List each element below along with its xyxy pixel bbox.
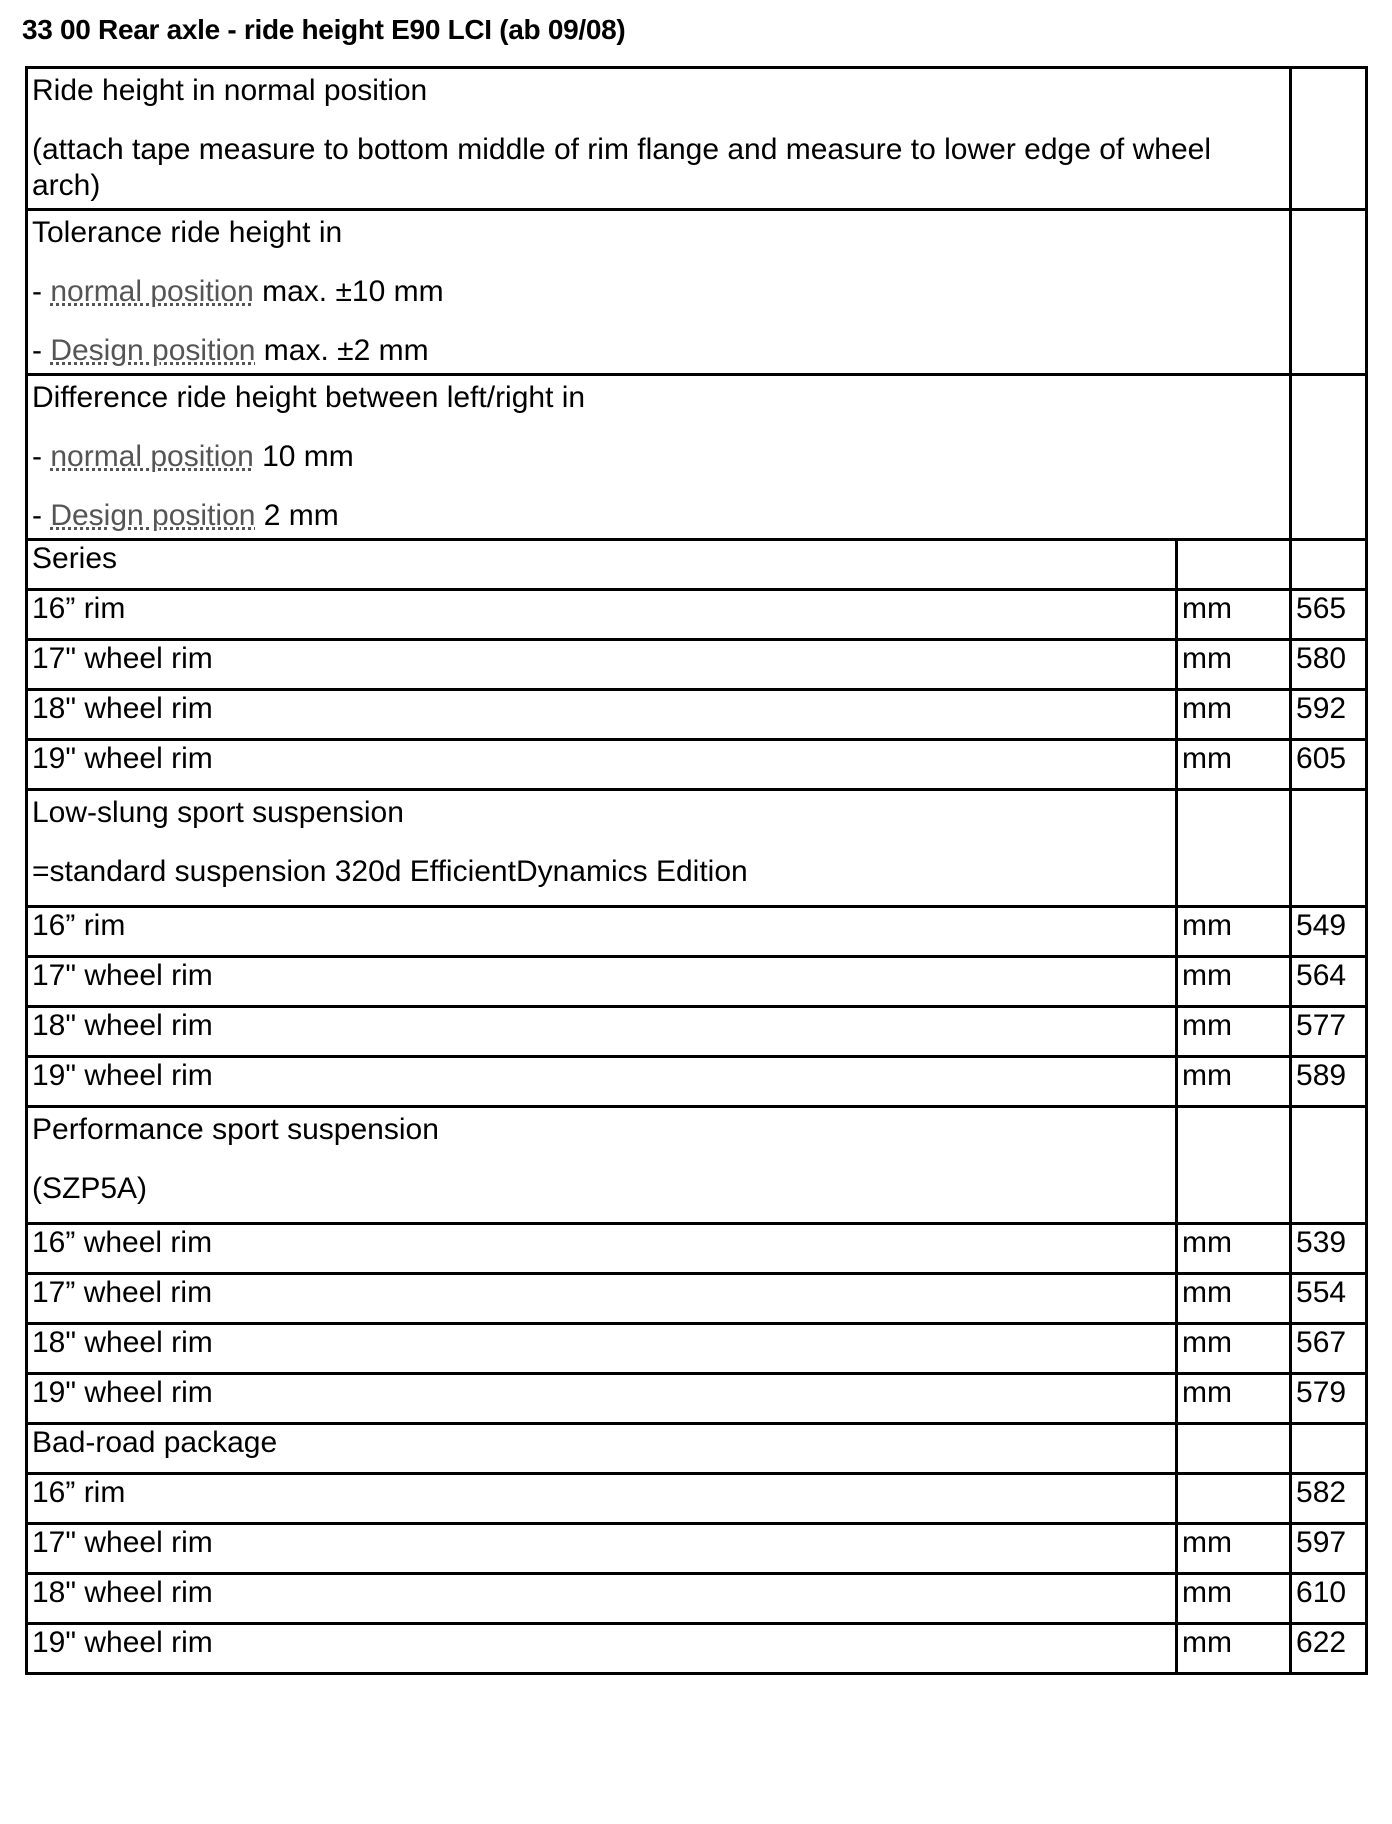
- tolerance-heading: Tolerance ride height in: [32, 216, 343, 249]
- section-heading-row: [27, 1107, 1367, 1224]
- value-cell: 565: [1291, 590, 1367, 640]
- ride-height-note-row: [27, 68, 1367, 210]
- value-cell: 582: [1291, 1474, 1367, 1524]
- line-suffix: max. ±2 mm: [255, 334, 429, 367]
- unit-cell: mm: [1177, 957, 1291, 1007]
- table-row: [27, 907, 1367, 957]
- unit-cell: mm: [1177, 1324, 1291, 1374]
- unit-cell: mm: [1177, 690, 1291, 740]
- line-prefix: -: [32, 275, 51, 308]
- line-prefix: -: [32, 440, 51, 473]
- value-cell: 580: [1291, 640, 1367, 690]
- ride-height-detail: (attach tape measure to bottom middle of rim flange and measure to lower edge of wheel arch): [32, 133, 1211, 202]
- tolerance-note: [27, 210, 1291, 375]
- table-row: [27, 1274, 1367, 1324]
- empty-cell: [1177, 790, 1291, 907]
- line-prefix: -: [32, 334, 51, 367]
- rim-label: 17" wheel rim: [27, 1524, 1177, 1574]
- rim-label: 19" wheel rim: [27, 740, 1177, 790]
- value-cell: 554: [1291, 1274, 1367, 1324]
- rim-label: 18" wheel rim: [27, 1324, 1177, 1374]
- section-heading-row: [27, 540, 1367, 590]
- tolerance-note-row: [27, 210, 1367, 375]
- value-cell: 539: [1291, 1224, 1367, 1274]
- unit-cell: mm: [1177, 1007, 1291, 1057]
- value-cell: 549: [1291, 907, 1367, 957]
- rim-label: 16” rim: [27, 1474, 1177, 1524]
- design-position-link[interactable]: Design position: [50, 499, 256, 532]
- unit-cell: mm: [1177, 1374, 1291, 1424]
- table-row: [27, 1007, 1367, 1057]
- rim-label: 19" wheel rim: [27, 1374, 1177, 1424]
- line-suffix: 10 mm: [253, 440, 354, 473]
- line-suffix: max. ±10 mm: [253, 275, 444, 308]
- unit-cell: mm: [1177, 1574, 1291, 1624]
- table-row: [27, 1324, 1367, 1374]
- unit-cell: mm: [1177, 640, 1291, 690]
- table-row: [27, 1374, 1367, 1424]
- table-row: [27, 690, 1367, 740]
- section-heading: Series: [27, 540, 1177, 590]
- section-title: Low-slung sport suspension: [32, 796, 404, 829]
- section-heading: [27, 790, 1177, 907]
- table-row: [27, 640, 1367, 690]
- table-row: [27, 1574, 1367, 1624]
- table-row: [27, 1624, 1367, 1674]
- unit-cell: mm: [1177, 1274, 1291, 1324]
- empty-cell: [1291, 375, 1367, 540]
- rim-label: 19" wheel rim: [27, 1624, 1177, 1674]
- empty-cell: [1291, 68, 1367, 210]
- value-cell: 610: [1291, 1574, 1367, 1624]
- rim-label: 16” wheel rim: [27, 1224, 1177, 1274]
- empty-cell: [1291, 1424, 1367, 1474]
- rim-label: 19" wheel rim: [27, 1057, 1177, 1107]
- section-heading: [27, 1107, 1177, 1224]
- unit-cell: mm: [1177, 1624, 1291, 1674]
- tolerance-design-line: [32, 333, 1285, 369]
- ride-height-table: [25, 66, 1368, 1675]
- value-cell: 597: [1291, 1524, 1367, 1574]
- difference-note: [27, 375, 1291, 540]
- rim-label: 16” rim: [27, 590, 1177, 640]
- unit-cell: mm: [1177, 907, 1291, 957]
- empty-cell: [1177, 1424, 1291, 1474]
- rim-label: 18" wheel rim: [27, 1007, 1177, 1057]
- difference-design-line: [32, 498, 1285, 534]
- empty-cell: [1291, 790, 1367, 907]
- difference-heading: Difference ride height between left/right in: [32, 381, 586, 414]
- rim-label: 18" wheel rim: [27, 1574, 1177, 1624]
- design-position-link[interactable]: Design position: [50, 334, 256, 367]
- rim-label: 17” wheel rim: [27, 1274, 1177, 1324]
- section-subtitle: (SZP5A): [32, 1172, 148, 1205]
- unit-cell: mm: [1177, 590, 1291, 640]
- table-row: [27, 740, 1367, 790]
- rim-label: 17" wheel rim: [27, 640, 1177, 690]
- empty-cell: [1291, 1107, 1367, 1224]
- empty-cell: [1291, 210, 1367, 375]
- empty-cell: [1291, 540, 1367, 590]
- unit-cell: mm: [1177, 1224, 1291, 1274]
- unit-cell: mm: [1177, 1057, 1291, 1107]
- page-title: 33 00 Rear axle - ride height E90 LCI (ab 09/08): [22, 14, 626, 45]
- table-row: [27, 590, 1367, 640]
- empty-cell: [1177, 540, 1291, 590]
- value-cell: 592: [1291, 690, 1367, 740]
- tolerance-normal-line: [32, 274, 1285, 310]
- empty-cell: [1177, 1107, 1291, 1224]
- section-heading: Bad-road package: [27, 1424, 1177, 1474]
- value-cell: 579: [1291, 1374, 1367, 1424]
- value-cell: 589: [1291, 1057, 1367, 1107]
- unit-cell: mm: [1177, 1524, 1291, 1574]
- section-heading-row: [27, 790, 1367, 907]
- ride-height-heading: Ride height in normal position: [32, 74, 428, 107]
- table-row: [27, 1524, 1367, 1574]
- line-suffix: 2 mm: [255, 499, 339, 532]
- value-cell: 567: [1291, 1324, 1367, 1374]
- section-heading-row: [27, 1424, 1367, 1474]
- section-subtitle: =standard suspension 320d EfficientDynamics Edition: [32, 855, 748, 888]
- rim-label: 17" wheel rim: [27, 957, 1177, 1007]
- value-cell: 605: [1291, 740, 1367, 790]
- table-row: [27, 1224, 1367, 1274]
- normal-position-link[interactable]: normal position: [50, 440, 254, 473]
- value-cell: 622: [1291, 1624, 1367, 1674]
- difference-normal-line: [32, 439, 1285, 475]
- value-cell: 577: [1291, 1007, 1367, 1057]
- table-row: [27, 1474, 1367, 1524]
- normal-position-link[interactable]: normal position: [50, 275, 254, 308]
- ride-height-note: [27, 68, 1291, 210]
- section-title: Performance sport suspension: [32, 1113, 439, 1146]
- table-row: [27, 1057, 1367, 1107]
- unit-cell: mm: [1177, 740, 1291, 790]
- difference-note-row: [27, 375, 1367, 540]
- table-row: [27, 957, 1367, 1007]
- rim-label: 16” rim: [27, 907, 1177, 957]
- line-prefix: -: [32, 499, 51, 532]
- value-cell: 564: [1291, 957, 1367, 1007]
- unit-cell: [1177, 1474, 1291, 1524]
- rim-label: 18" wheel rim: [27, 690, 1177, 740]
